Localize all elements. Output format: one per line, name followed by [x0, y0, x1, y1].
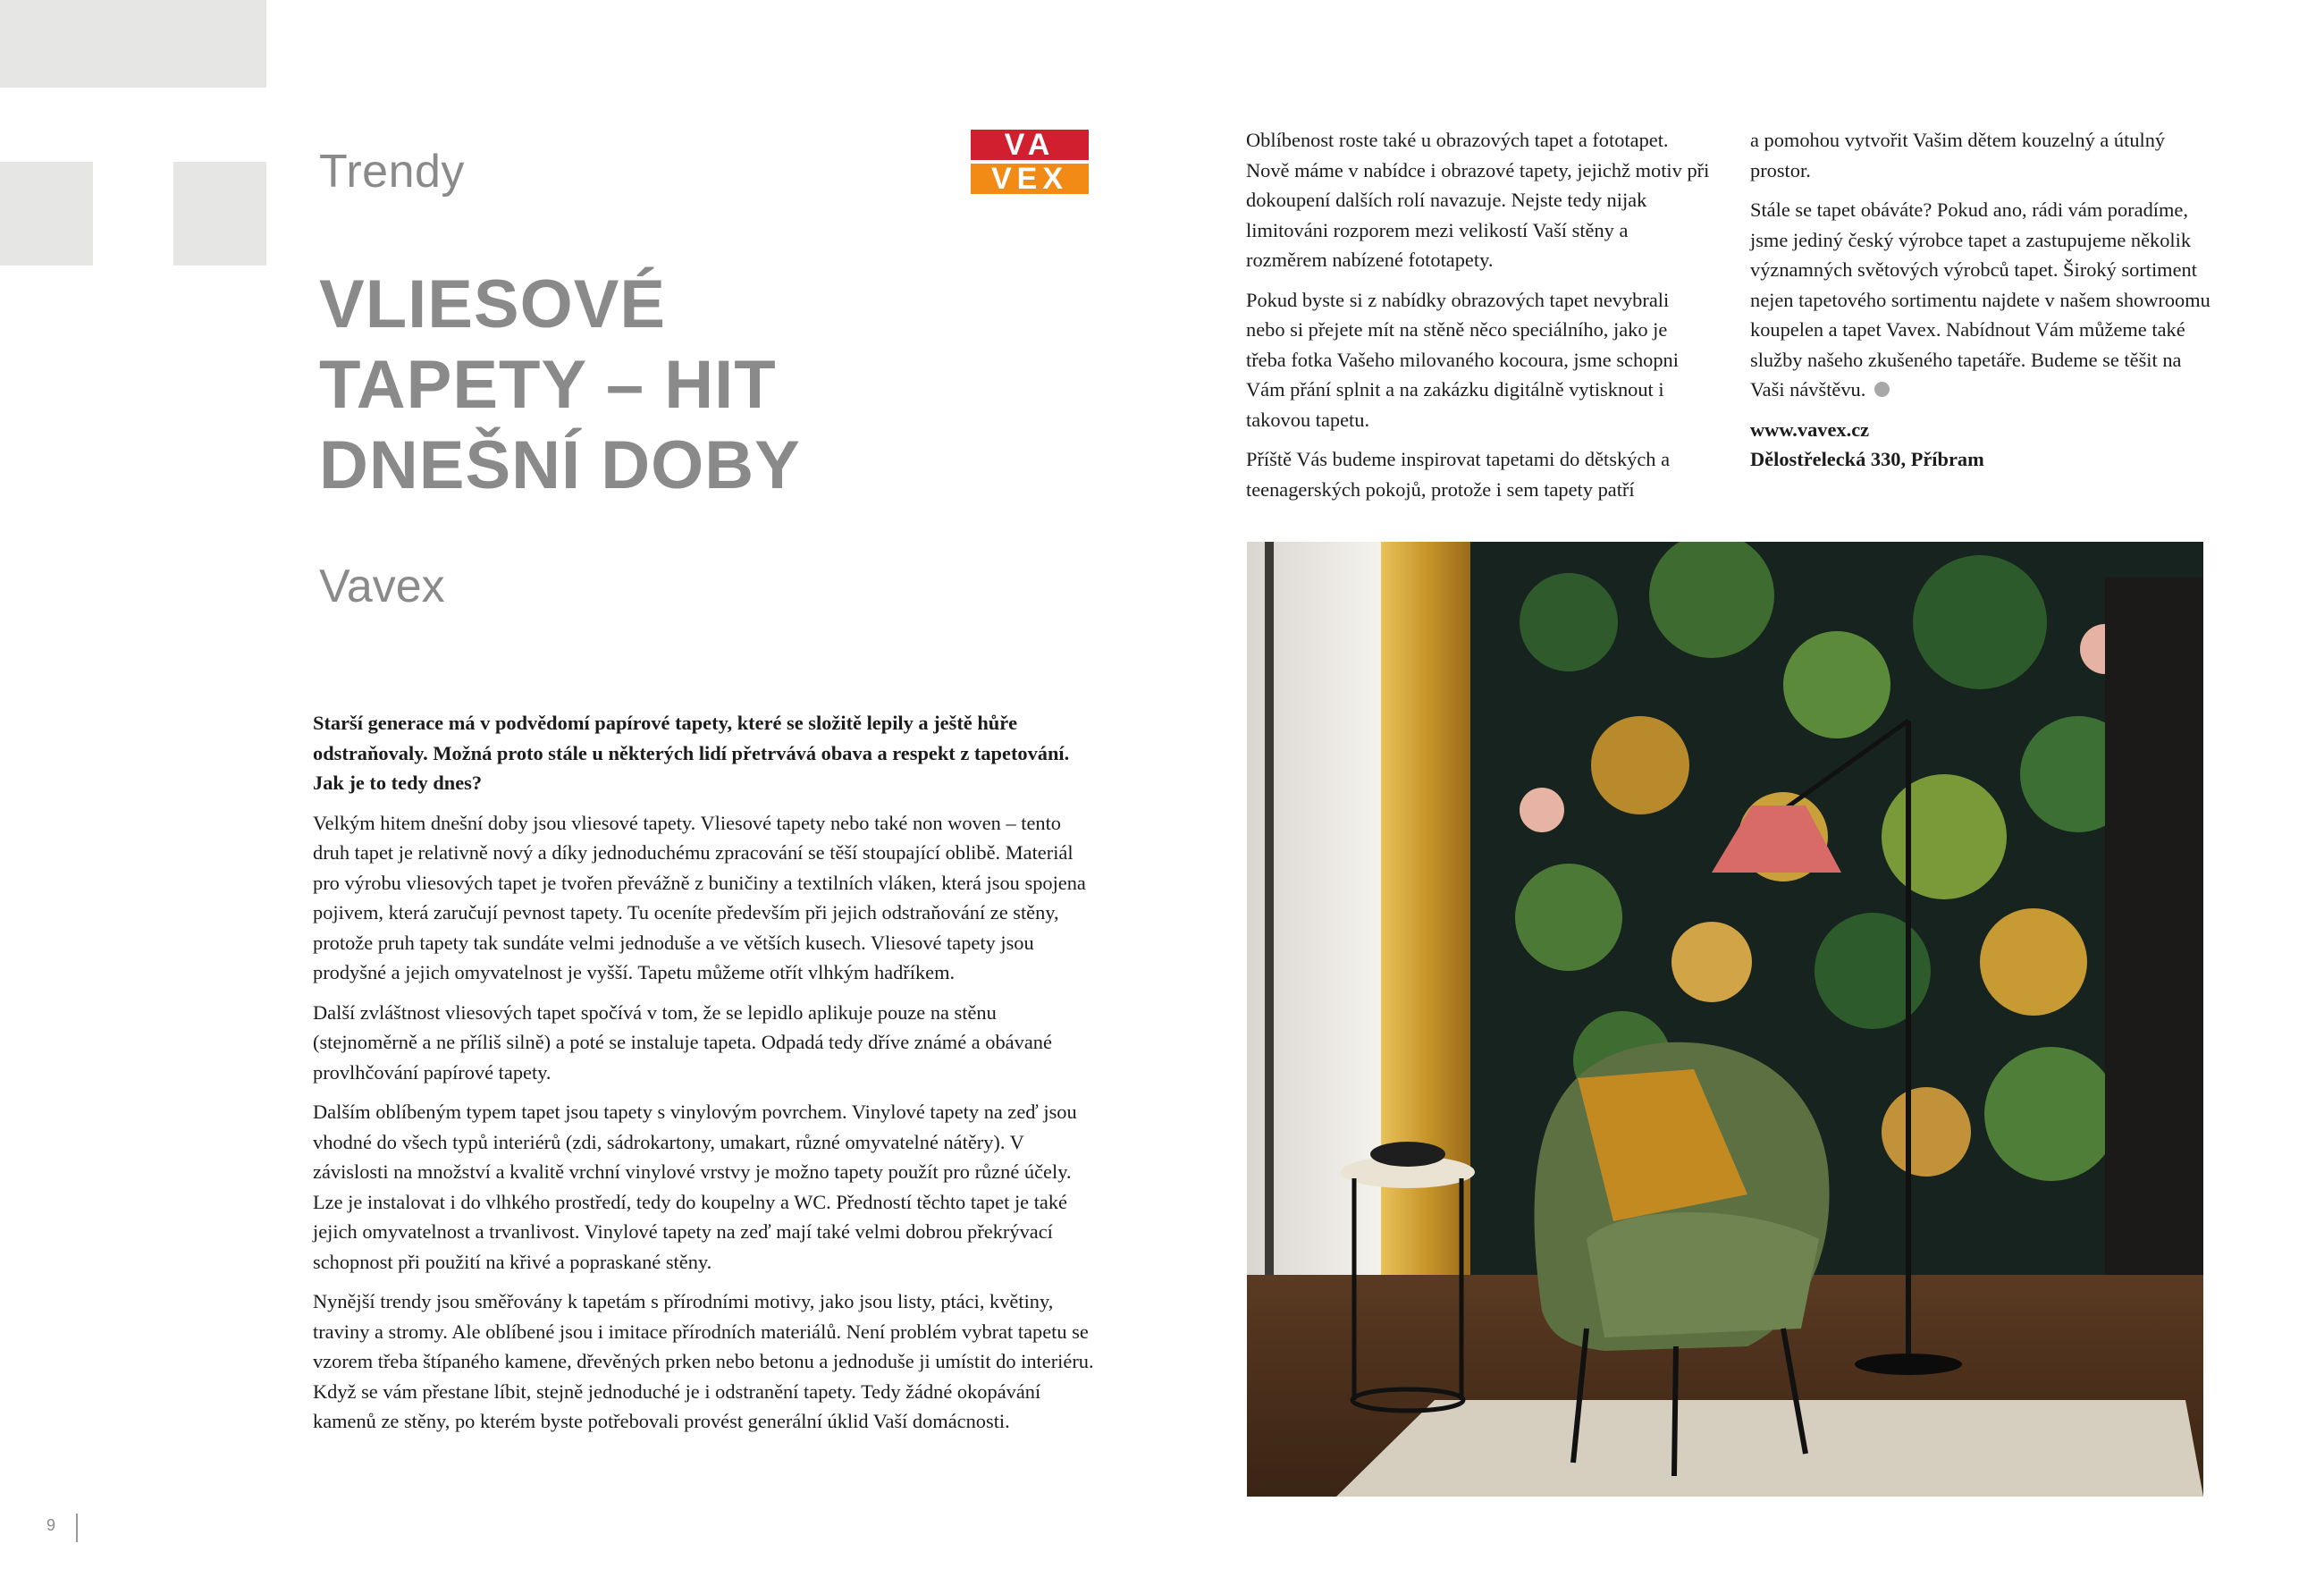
lead-paragraph: Starší generace má v podvědomí papírové tapety, které se složitě lepily a ještě hůře odstraňovaly. Možná proto stále u některých lidí přetrvává obava a respekt z tapetování. Jak je to tedy dnes? — [313, 712, 1070, 794]
body-paragraph: Pokud byste si z nabídky obrazových tapet nevybrali nebo si přejete mít na stěně něco speciálního, jako je třeba fotka Vašeho milovaného kocoura, jsme schopni Vám přání splnit a na zakázku digitálně vytisknout i takovou tapetu. — [1246, 288, 1679, 431]
body-paragraph: Nynější trendy jsou směřovány k tapetám s přírodními motivy, jako jsou listy, ptáci, květiny, traviny a stromy. Ale oblíbené jsou i imitace přírodních materiálů. Není problém vybrat tapetu se vzorem třeba štípaného kamene, dřevěných prken nebo betonu a jednoduše ji umístit do interiéru. Když se vám přestane líbit, stejně jednoduché je i odstranění tapety. Tedy žádné okopávání kamenů ze stěny, po kterém byste potřebovali provést generální úklid Vaší domácnosti. — [313, 1290, 1094, 1432]
body-paragraph: Oblíbenost roste také u obrazových tapet a fototapet. Nově máme v nabídce i obrazové tapety, jejichž motiv při dokoupení dalších rolí navazuje. Nejste tedy nijak limitováni rozporem mezi velikostí Vaší stěny a rozměrem nabízené fototapety. — [1246, 129, 1710, 271]
logo-top: VA — [971, 130, 1089, 160]
article-subtitle: Vavex — [319, 561, 445, 612]
section-label: Trendy — [319, 146, 465, 198]
headline-line: DNEŠNÍ DOBY — [319, 427, 801, 503]
logo-bottom: VEX — [971, 164, 1089, 194]
body-paragraph: Velkým hitem dnešní doby jsou vliesové tapety. Vliesové tapety nebo také non woven – tento druh tapet je relativně nový a díky jednoduchému zpracování se těší stoupající oblibě. Materiál pro výrobu vliesových tapet je tvořen převážně z buničiny a textilních vláken, která jsou spojena pojivem, která zaručují pevnost tapety. Tu oceníte především při jejich odstraňování ze stěny, protože pruh tapety tak sundáte velmi jednoduše a ve větších kusech. Vliesové tapety jsou prodyšné a jejich omyvatelnost je vyšší. Tapetu můžeme otřít vlhkým hadříkem. — [313, 811, 1086, 983]
page-number: 9 — [46, 1516, 56, 1534]
headline-line: VLIESOVÉ — [319, 266, 667, 342]
interior-photo — [1247, 542, 2203, 1497]
closing-text: Stále se tapet obáváte? Pokud ano, rádi vám poradíme, jsme jediný český výrobce tapet a zastupujeme několik významných světových výrobců tapet. Široký sortiment nejen tapetového sortimentu najdete v našem showroomu koupelen a tapet Vavex. Nabídnout Vám můžeme také služby našeho zkušeného tapetáře. Budeme se těšit na Vaši návštěvu. — [1750, 198, 2210, 401]
decorative-block — [0, 162, 93, 266]
page-divider — [76, 1514, 78, 1542]
body-paragraph: Dalším oblíbeným typem tapet jsou tapety s vinylovým povrchem. Vinylové tapety na zeď jsou vhodné do všech typů interiérů (zdi, sádrokartony, umakart, různé omyvatelné nátěry). V závislosti na množství a kvalitě vrchní vinylové vrstvy je možno tapety použít pro různé účely. Lze je instalovat i do vlhkého prostředí, tedy do koupelny a WC. Předností těchto tapet je také jejich omyvatelnost a trvanlivost. Vinylové tapety na zeď mají také velmi dobrou překrývací schopnost při použití na křivé a popraskané stěny. — [313, 1101, 1077, 1273]
decorative-block — [0, 0, 266, 88]
left-text-column — [313, 708, 1099, 1447]
decorative-block — [173, 162, 266, 266]
vavex-logo — [971, 127, 1089, 196]
closing-paragraph — [1750, 195, 2215, 405]
headline-line: TAPETY – HIT — [319, 347, 777, 423]
address: Dělostřelecká 330, Příbram — [1750, 448, 1984, 470]
body-paragraph: Další zvláštnost vliesových tapet spočívá v tom, že se lepidlo aplikuje pouze na stěnu (stejnoměrně a ne příliš silně) a poté se instaluje tapeta. Odpadá tedy dříve známé a obávané provlhčování papírové tapety. — [313, 1000, 1052, 1084]
middle-text-column — [1246, 125, 1711, 514]
body-paragraph: Příště Vás budeme inspirovat tapetami do dětských a teenagerských pokojů, protože i sem tapety patří — [1246, 448, 1671, 501]
end-bullet-icon — [1874, 382, 1890, 397]
article-headline — [319, 265, 945, 506]
body-paragraph: a pomohou vytvořit Vašim dětem kouzelný a útulný prostor. — [1750, 129, 2166, 181]
website-link[interactable]: www.vavex.cz — [1750, 418, 1870, 441]
right-text-column — [1750, 125, 2215, 475]
